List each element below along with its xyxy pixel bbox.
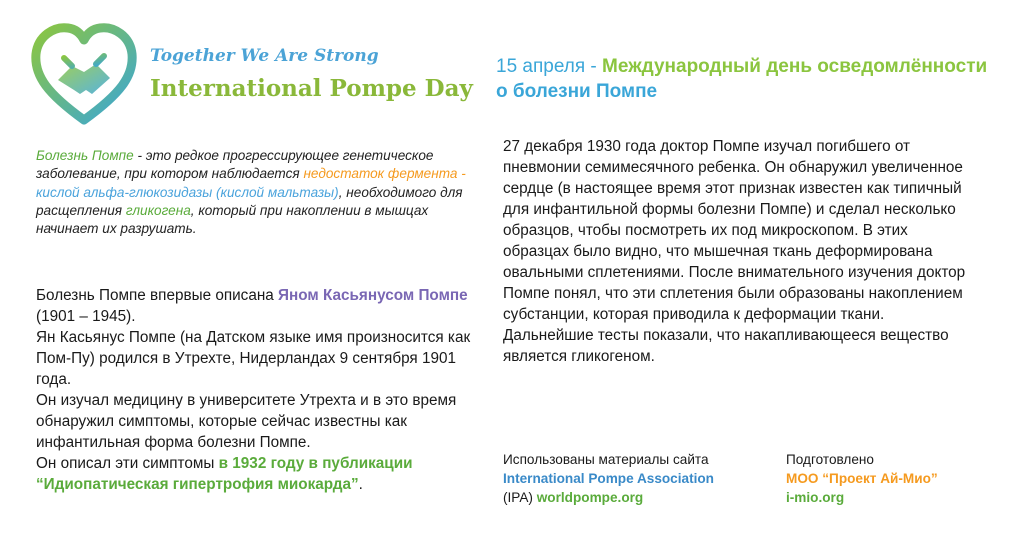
sources-org: International Pompe Association bbox=[503, 471, 714, 486]
prepared-url-link[interactable]: i-mio.org bbox=[786, 490, 845, 505]
bio-years: (1901 – 1945). bbox=[36, 308, 136, 325]
heart-handshake-icon bbox=[28, 20, 140, 132]
bio-name: Яном Касьянусом Помпе bbox=[278, 287, 468, 304]
tagline-pompe-day: International Pompe Day bbox=[150, 75, 473, 102]
tagline-together: Together We Are Strong bbox=[150, 46, 379, 66]
prepared-org: МОО “Проект Ай-Мио” bbox=[786, 471, 938, 486]
bio-line-1 bbox=[36, 285, 486, 327]
bio-text-1: Болезнь Помпе впервые описана bbox=[36, 287, 279, 304]
sources-url-line bbox=[503, 488, 773, 507]
sources-block bbox=[503, 450, 773, 507]
bio-text-6: . bbox=[358, 476, 363, 493]
prepared-label: Подготовлено bbox=[786, 452, 874, 467]
headline-date: 15 апреля bbox=[496, 56, 586, 77]
sources-label: Использованы материалы сайта bbox=[503, 452, 709, 467]
sources-url-link[interactable]: worldpompe.org bbox=[536, 490, 644, 505]
intro-deficiency: недостаток фермента bbox=[303, 166, 458, 182]
sources-abbr: (IPA) bbox=[503, 490, 537, 505]
intro-enzyme: кислой альфа-глюкозидазы (кислой мальтазы) bbox=[36, 184, 339, 200]
bio-birth: Ян Касьянус Помпе (на Датском языке имя произносится как Пом-Пу) родился в Утрехте, Нидерландах 9 сентября 1901 года. bbox=[36, 329, 471, 388]
headline-title: Международный день осведомлённости bbox=[602, 56, 988, 77]
story-paragraph: 27 декабря 1930 года доктор Помпе изучал погибшего от пневмонии семимесячного ребенка. Он обнаружил увеличенное сердце (в настоящее время этот признак известен как типичный для инфантильной формы болезни Помпе) и сделал несколько образцов, чтобы посмотреть их под микроскопом. В этих образцах было видно, что мышечная ткань деформирована овальными сплетениями. После внимательного изучения доктор Помпе понял, что эти сплетения были образованы накоплением субстанции, которая приводила к деформации ткани. Дальнейшие тесты показали, что накапливающееся вещество является гликогеном. bbox=[503, 138, 966, 365]
intro-paragraph bbox=[36, 147, 466, 238]
bio-pub-title: в 1932 году в публикации “Идиопатическая гипертрофия миокарда” bbox=[36, 455, 413, 493]
intro-glycogen: гликогена bbox=[125, 202, 191, 218]
intro-term: Болезнь Помпе bbox=[36, 148, 134, 163]
bio-publication bbox=[36, 453, 486, 495]
headline-dash: - bbox=[585, 56, 603, 77]
intro-text-1: - это редкое прогрессирующее генетическое заболевание, при котором наблюдается bbox=[36, 148, 434, 182]
bio-text-5: Он описал эти симптомы bbox=[36, 455, 219, 472]
intro-text-3: , который при накоплении в мышцах начинает их разрушать. bbox=[36, 202, 429, 237]
intro-text-2: , необходимого для расщепления bbox=[36, 184, 463, 218]
bio-paragraph bbox=[36, 285, 486, 495]
prepared-block bbox=[786, 450, 1006, 507]
intro-dash: - bbox=[457, 166, 466, 182]
bio-study: Он изучал медицину в университете Утрехта и в это время обнаружил симптомы, которые сейчас известны как инфантильная форма болезни Помпе. bbox=[36, 392, 457, 451]
headline-subject: о болезни Помпе bbox=[496, 81, 658, 102]
headline bbox=[496, 54, 996, 104]
